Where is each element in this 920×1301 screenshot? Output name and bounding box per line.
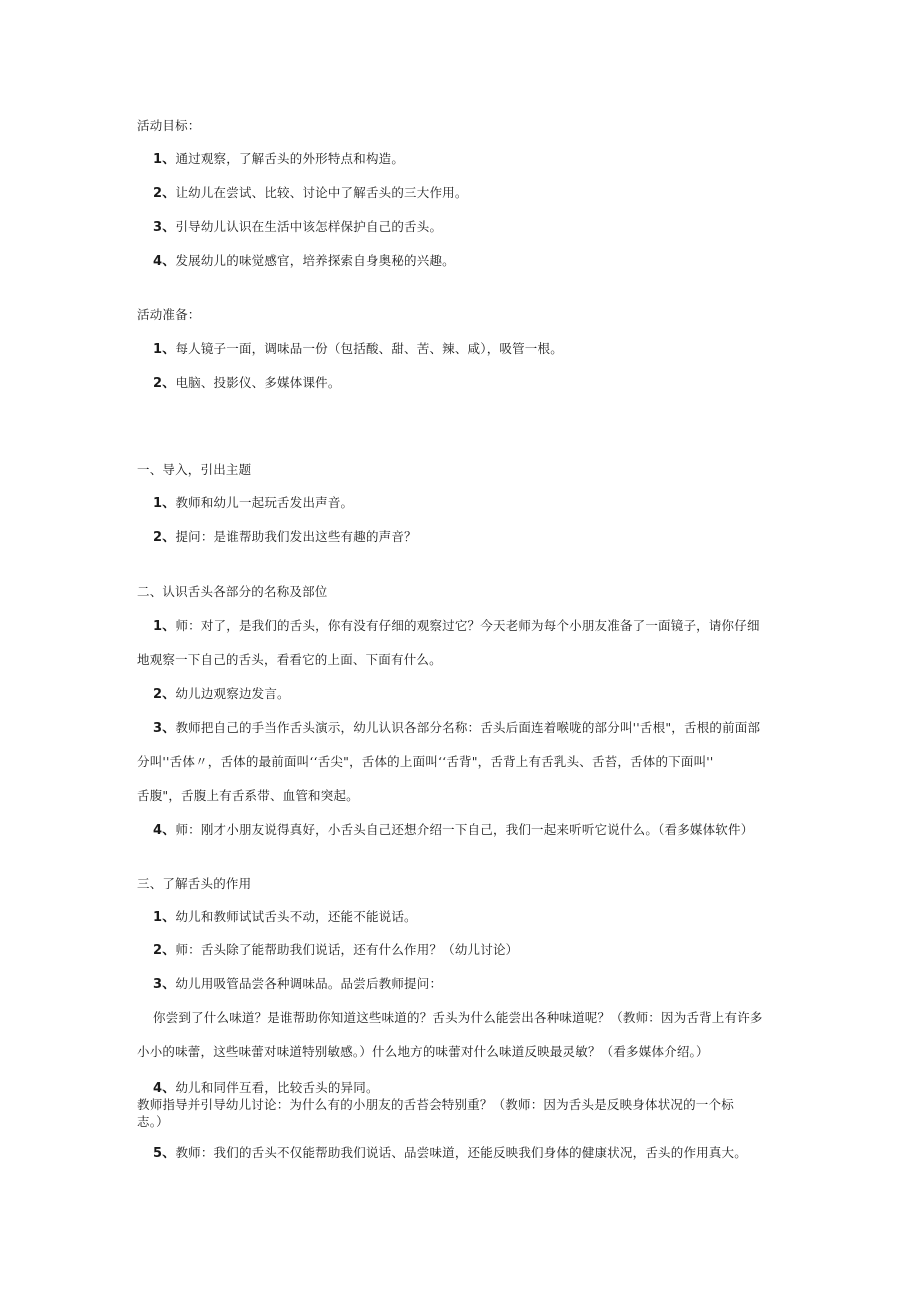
list-item bbox=[153, 686, 290, 703]
prep-item bbox=[153, 341, 563, 358]
list-item bbox=[153, 1080, 379, 1097]
item-text: 教师：我们的舌头不仅能帮助我们说话、品尝味道，还能反映我们身体的健康状况，舌头的作用真大。 bbox=[175, 1145, 747, 1160]
item-continuation: 舌腹"，舌腹上有舌系带、血管和突起。 bbox=[137, 788, 359, 803]
item-continuation: 分叫''舌体〃，舌体的最前面叫‘‘舌尖"，舌体的上面叫‘‘舌背"，舌背上有舌乳头、舌苔，舌体的下面叫'' bbox=[137, 754, 714, 769]
item-text: 每人镜子一面，调味品一份（包括酸、甜、苦、辣、咸），吸管一根。 bbox=[175, 341, 563, 356]
item-number: 4、 bbox=[153, 1081, 176, 1096]
item-text: 通过观察，了解舌头的外形特点和构造。 bbox=[175, 151, 405, 166]
list-item bbox=[153, 495, 353, 512]
list-item bbox=[153, 822, 753, 839]
list-item bbox=[153, 1145, 747, 1162]
item-number: 1、 bbox=[153, 910, 176, 925]
item-text: 电脑、投影仪、多媒体课件。 bbox=[175, 375, 341, 390]
item-number: 5、 bbox=[153, 1146, 176, 1161]
item-number: 1、 bbox=[153, 619, 176, 634]
item-text: 幼儿和教师试试舌头不动，还能不能说话。 bbox=[175, 909, 417, 924]
prep-item bbox=[153, 375, 341, 392]
item-number: 2、 bbox=[153, 943, 176, 958]
goal-item bbox=[153, 151, 404, 168]
item-continuation: 地观察一下自己的舌头，看看它的上面、下面有什么。 bbox=[137, 652, 442, 667]
section-two-heading: 二、认识舌头各部分的名称及部位 bbox=[137, 584, 328, 599]
item-text: 发展幼儿的味觉感官，培养探索自身奥秘的兴趣。 bbox=[175, 253, 455, 268]
item-text: 引导幼儿认识在生活中该怎样保护自己的舌头。 bbox=[175, 219, 443, 234]
item-number: 1、 bbox=[153, 496, 176, 511]
list-item bbox=[153, 976, 442, 993]
item-number: 1、 bbox=[153, 342, 176, 357]
section-one-heading: 一、导入，引出主题 bbox=[137, 462, 252, 477]
item-text: 教师把自己的手当作舌头演示，幼儿认识各部分名称：舌头后面连着喉咙的部分叫''舌根"，舌根的前面部 bbox=[175, 720, 761, 735]
item-number: 3、 bbox=[153, 721, 176, 736]
item-text: 教师和幼儿一起玩舌发出声音。 bbox=[175, 495, 354, 510]
item-number: 2、 bbox=[153, 376, 176, 391]
item-number: 1、 bbox=[153, 152, 176, 167]
item-number: 4、 bbox=[153, 823, 176, 838]
item-number: 4、 bbox=[153, 254, 176, 269]
item-text: 幼儿边观察边发言。 bbox=[175, 686, 290, 701]
goal-item bbox=[153, 219, 442, 236]
item-text: 幼儿和同伴互看，比较舌头的异同。 bbox=[175, 1080, 379, 1095]
goal-item bbox=[153, 185, 468, 202]
item-text: 提问：是谁帮助我们发出这些有趣的声音？ bbox=[175, 529, 417, 544]
note-line: 志。） bbox=[137, 1114, 169, 1129]
item-number: 3、 bbox=[153, 220, 176, 235]
paragraph-line: 你尝到了什么味道？是谁帮助你知道这些味道的？舌头为什么能尝出各种味道呢？（教师：因为舌背上有许多 bbox=[153, 1010, 763, 1025]
list-item bbox=[153, 618, 760, 635]
note-line: 教师指导并引导幼儿讨论：为什么有的小朋友的舌苔会特别重？（教师：因为舌头是反映身体状况的一个标 bbox=[137, 1097, 734, 1112]
item-number: 2、 bbox=[153, 687, 176, 702]
item-text: 师：舌头除了能帮助我们说话，还有什么作用？（幼儿讨论） bbox=[175, 942, 519, 957]
list-item bbox=[153, 720, 760, 737]
item-text: 师：对了，是我们的舌头，你有没有仔细的观察过它？今天老师为每个小朋友准备了一面镜子，请你仔细 bbox=[175, 618, 760, 633]
prep-heading: 活动准备： bbox=[137, 307, 201, 322]
item-number: 2、 bbox=[153, 530, 176, 545]
list-item bbox=[153, 942, 518, 959]
item-text: 让幼儿在尝试、比较、讨论中了解舌头的三大作用。 bbox=[175, 185, 468, 200]
list-item bbox=[153, 909, 417, 926]
item-number: 3、 bbox=[153, 977, 176, 992]
list-item bbox=[153, 529, 417, 546]
item-text: 师：刚才小朋友说得真好，小舌头自己还想介绍一下自己，我们一起来听听它说什么。（看多媒体软件） bbox=[175, 822, 754, 837]
section-three-heading: 三、了解舌头的作用 bbox=[137, 876, 252, 891]
item-text: 幼儿用吸管品尝各种调味品。品尝后教师提问： bbox=[175, 976, 443, 991]
paragraph-line: 小小的味蕾，这些味蕾对味道特别敏感。）什么地方的味蕾对什么味道反映最灵敏？（看多媒体介绍。） bbox=[137, 1044, 709, 1059]
item-number: 2、 bbox=[153, 186, 176, 201]
goal-item bbox=[153, 253, 455, 270]
goals-heading: 活动目标： bbox=[137, 118, 201, 133]
